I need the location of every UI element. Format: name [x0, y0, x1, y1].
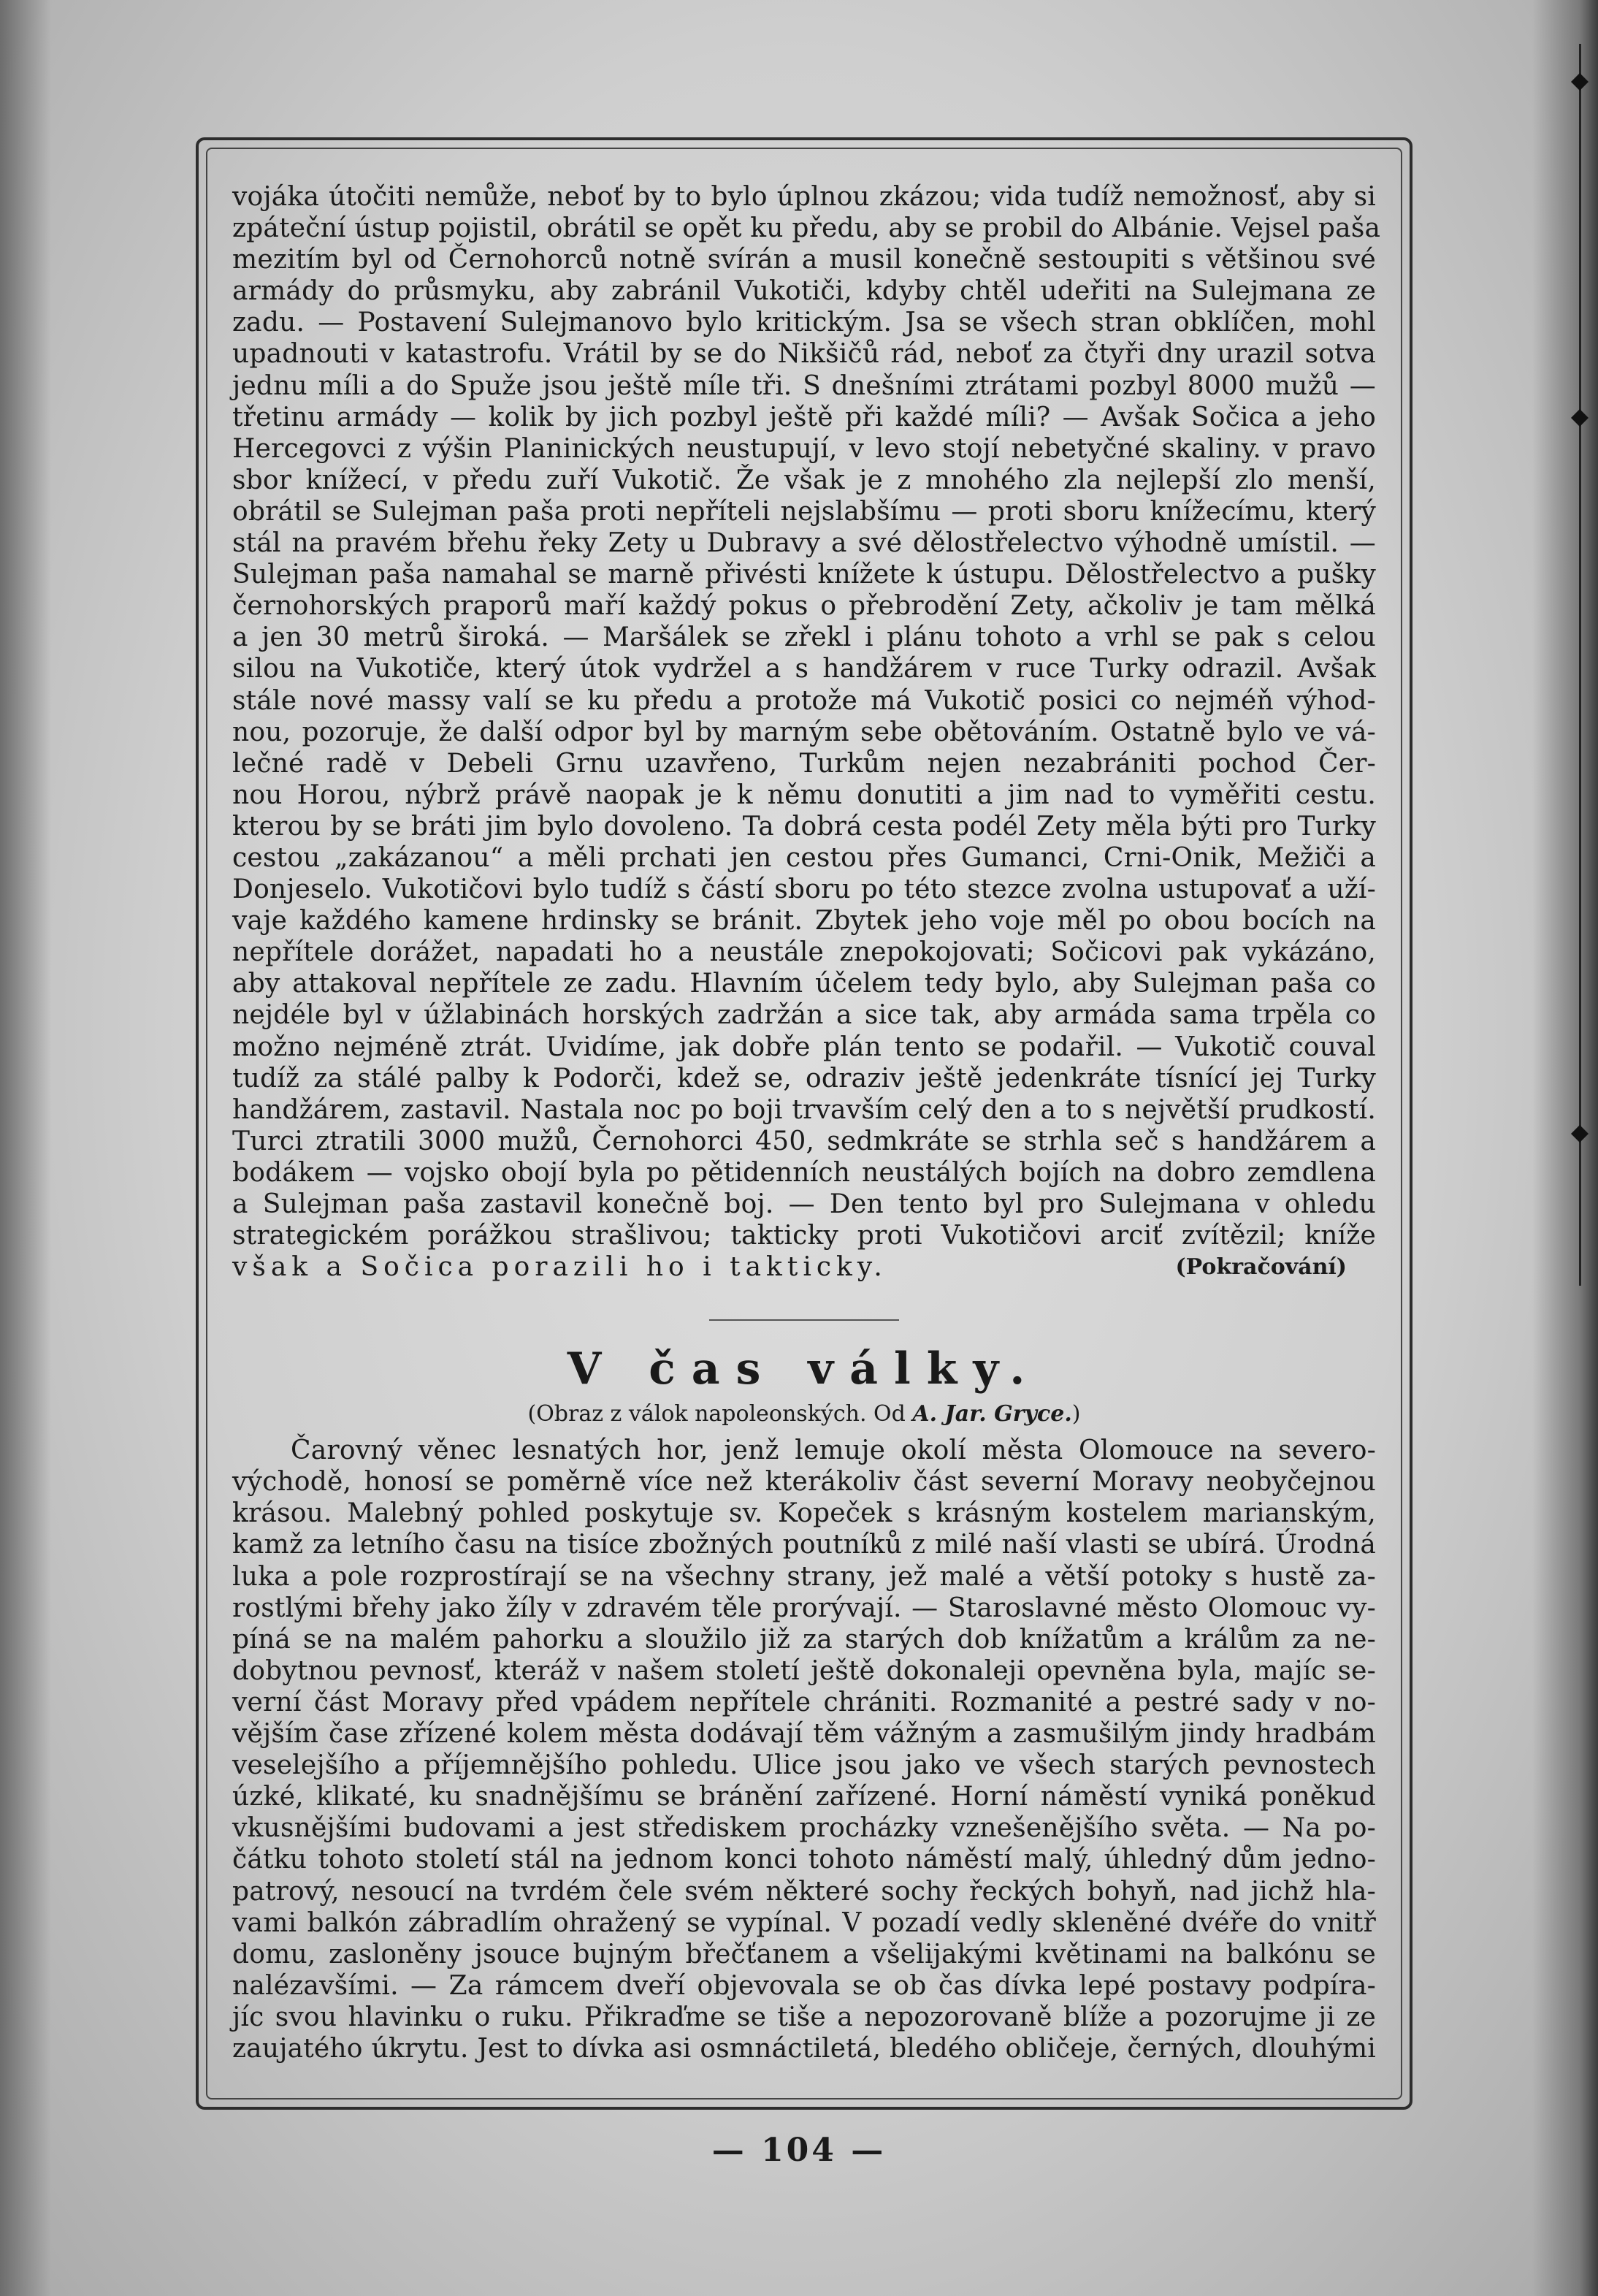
text-line: handžárem, zastavil. Nastala noc po boji trvavším celý den a to s největší prudkostí. — [232, 1094, 1376, 1125]
text-line: tudíž za stálé palby k Podorči, kdež se, odraziv ještě jedenkráte tísnící jej Turky — [232, 1063, 1376, 1094]
binding-line — [1579, 44, 1581, 1286]
text-line: silou na Vukotiče, který útok vydržel a s handžárem v ruce Turky odrazil. Avšak — [232, 654, 1376, 684]
text-line: veselejšího a příjemnějšího pohledu. Ulice jsou jako ve všech starých pevnostech — [232, 1750, 1376, 1781]
text-line: nou Horou, nýbrž právě naopak je k němu donutiti a jim nad to vyměřiti cestu. — [232, 779, 1376, 810]
text-line: Hercegovci z výšin Planinických neustupují, v levo stojí nebetyčné skaliny. v pravo — [232, 433, 1376, 464]
text-line: nepřítele dorážet, napadati ho a neustále znepokojovati; Sočicovi pak vykázáno, — [232, 937, 1376, 968]
binding-mark-icon — [1571, 409, 1589, 427]
text-line: domu, zasloněny jsouce bujným břečťanem a všelijakými květinami na balkónu se — [232, 1939, 1376, 1969]
article-title: V čas války. — [567, 1343, 1041, 1395]
subtitle-prefix: (Obraz z válok napoleonských. Od — [527, 1401, 906, 1427]
text-line: úzké, klikaté, ku snadnějšímu se bránění zařízené. Horní náměstí vyniká poněkud — [232, 1782, 1376, 1812]
text-line: stále nové massy valí se ku předu a protože má Vukotič posici co nejméň výhod- — [232, 685, 1376, 716]
text-line: kamž za letního času na tisíce zbožných poutníků z milé naší vlasti se ubírá. Úrodná — [232, 1530, 1376, 1560]
text-line: východě, honosí se poměrně více než kterákoliv část severní Moravy neobyčejnou — [232, 1467, 1376, 1498]
text-line: černohorských praporů maří každý pokus o přebrodění Zety, ačkoliv je tam mělká — [232, 591, 1376, 622]
article-body — [232, 1435, 1376, 2064]
text-line: zadu. — Postavení Sulejmanovo bylo kritickým. Jsa se všech stran obklíčen, mohl — [232, 308, 1376, 338]
text-line: vojáka útočiti nemůže, neboť by to bylo úplnou zkázou; vida tudíž nemožnosť, aby si — [232, 182, 1376, 212]
text-line: bodákem — vojsko obojí byla po pětidenních neustálých bojích na dobro zemdlena — [232, 1157, 1376, 1188]
text-line: nejdéle byl v úžlabinách horských zadržán a sice tak, aby armáda sama trpěla co — [232, 1000, 1376, 1031]
text-line: mezitím byl od Černohorců notně svírán a musil konečně sestoupiti s většinou své — [232, 245, 1376, 275]
text-line: vaje každého kamene hrdinsky se bránit. Zbytek jeho voje měl po obou bocích na — [232, 906, 1376, 937]
text-line: armády do průsmyku, aby zabránil Vukotiči, kdyby chtěl udeřiti na Sulejmana ze — [232, 276, 1376, 307]
text-line: krásou. Malebný pohled poskytuje sv. Kopeček s krásným kostelem marianským, — [232, 1498, 1376, 1529]
article-final-line-row — [232, 1251, 1376, 1283]
binding-mark-icon — [1571, 73, 1589, 91]
text-line: čátku tohoto století stál na jednom konci tohoto náměstí malý, úhledný dům jedno- — [232, 1845, 1376, 1875]
subtitle-author: A. Jar. Gryce. — [912, 1401, 1072, 1427]
text-line: aby attakoval nepřítele ze zadu. Hlavním účelem tedy bylo, aby Sulejman paša co — [232, 969, 1376, 999]
text-line: cestou „zakázanou“ a měli prchati jen cestou přes Gumanci, Crni-Onik, Mežiči a — [232, 842, 1376, 873]
text-line: třetinu armády — kolik by jich pozbyl ještě při každé míli? — Avšak Sočica a jeho — [232, 402, 1376, 432]
text-line: lečné radě v Debeli Grnu uzavřeno, Turkům nejen nezabrániti pochod Čer- — [232, 748, 1376, 779]
text-line: Čarovný věnec lesnatých hor, jenž lemuje okolí města Olomouce na severo- — [291, 1435, 1376, 1466]
page-number: — 104 — — [711, 2132, 887, 2169]
text-line: Sulejman paša namahal se marně přivésti knížete k ústupu. Dělostřelectvo a pušky — [232, 560, 1376, 590]
page-edge-shadow-right — [1532, 0, 1598, 2296]
text-line: obrátil se Sulejman paša proti nepříteli nejslabšímu — proti sboru knížecímu, který — [232, 496, 1376, 527]
text-line: Donjeselo. Vukotičovi bylo tudíž s částí sboru po této stezce zvolna ustupovať a uží- — [232, 874, 1376, 905]
text-line: vějším čase zřízené kolem města dodávají těm vážným a zasmušilým jindy hradbám — [232, 1719, 1376, 1750]
text-line: možno nejméně ztrát. Uvidíme, jak dobře plán tento se podařil. — Vukotič couval — [232, 1031, 1376, 1062]
text-line: vami balkón zábradlím ohražený se vypínal. V pozadí vedly skleněné dvéře do vnitř — [232, 1907, 1376, 1938]
page-edge-shadow-left — [0, 0, 51, 2296]
text-line: vkusnějšími budovami a jest střediskem procházky vznešenějšího světa. — Na po- — [232, 1813, 1376, 1844]
text-line: upadnouti v katastrofu. Vrátil by se do Nikšičů rád, neboť za čtyři dny urazil sotva — [232, 339, 1376, 370]
text-line: kterou by se bráti jim bylo dovoleno. Ta dobrá cesta podél Zety měla býti pro Turky — [232, 811, 1376, 842]
text-line: zpáteční ústup pojistil, obrátil se opět ku předu, aby se probil do Albánie. Vejsel paša — [232, 213, 1381, 244]
text-line: zaujatého úkrytu. Jest to dívka asi osmnáctiletá, bledého obličeje, černých, dlouhými — [232, 2033, 1376, 2064]
text-line: Turci ztratili 3000 mužů, Černohorci 450, sedmkráte se strhla seč s handžárem a — [232, 1126, 1376, 1156]
text-line: sbor knížecí, v předu zuří Vukotič. Že však je z mnohého zla nejlepší zlo menší, — [232, 465, 1376, 495]
continued-note: (Pokračování) — [1175, 1254, 1347, 1281]
text-line: a Sulejman paša zastavil konečně boj. — Den tento byl pro Sulejmana v ohledu — [232, 1189, 1376, 1219]
text-line: verní část Moravy před vpádem nepřítele chrániti. Rozmanité a pestré sady v no- — [232, 1687, 1376, 1717]
article-final-line: však a Sočica porazili ho i takticky. — [232, 1252, 887, 1283]
subtitle-suffix: ) — [1071, 1401, 1081, 1427]
text-line: patrový, nesoucí na tvrdém čele svém některé sochy řeckých bohyň, nad jichž hla- — [232, 1876, 1376, 1907]
text-line: jednu míli a do Spuže jsou ještě míle tři. S dnešními ztrátami pozbyl 8000 mužů — — [232, 370, 1376, 401]
article-continuation — [232, 181, 1381, 1251]
text-line: stál na pravém břehu řeky Zety u Dubravy a své dělostřelectvo výhodně umístil. — — [232, 528, 1376, 559]
text-line: píná se na malém pahorku a sloužilo již za starých dob knížatům a králům za ne- — [232, 1624, 1376, 1655]
text-line: luka a pole rozprostírají se na všechny strany, jež malé a větší potoky s hustě za- — [232, 1561, 1376, 1592]
section-divider — [709, 1319, 899, 1321]
text-line: jíc svou hlavinku o ruku. Přikraďme se tiše a nepozorovaně blíže a pozorujme ji ze — [232, 2002, 1376, 2032]
text-line: dobytnou pevnosť, kteráž v našem století ještě dokonaleji opevněna byla, majíc se- — [232, 1655, 1376, 1686]
text-line: nou, pozoruje, že další odpor byl by marným sebe obětováním. Ostatně bylo ve vá- — [232, 717, 1376, 747]
article-subtitle — [232, 1400, 1376, 1429]
text-line: strategickém porážkou strašlivou; takticky proti Vukotičovi arciť zvítězil; kníže — [232, 1221, 1376, 1251]
text-line: rostlými břehy jako žíly v zdravém těle prorývají. — Staroslavné město Olomouc vy- — [232, 1593, 1376, 1623]
binding-mark-icon — [1571, 1125, 1589, 1143]
text-line: a jen 30 metrů široká. — Maršálek se zřekl i plánu tohoto a vrhl se pak s celou — [232, 622, 1376, 653]
text-line: nalézavšími. — Za rámcem dveří objevovala se ob čas dívka lepé postavy podpíra- — [232, 1970, 1376, 2001]
page-content — [232, 181, 1381, 2064]
